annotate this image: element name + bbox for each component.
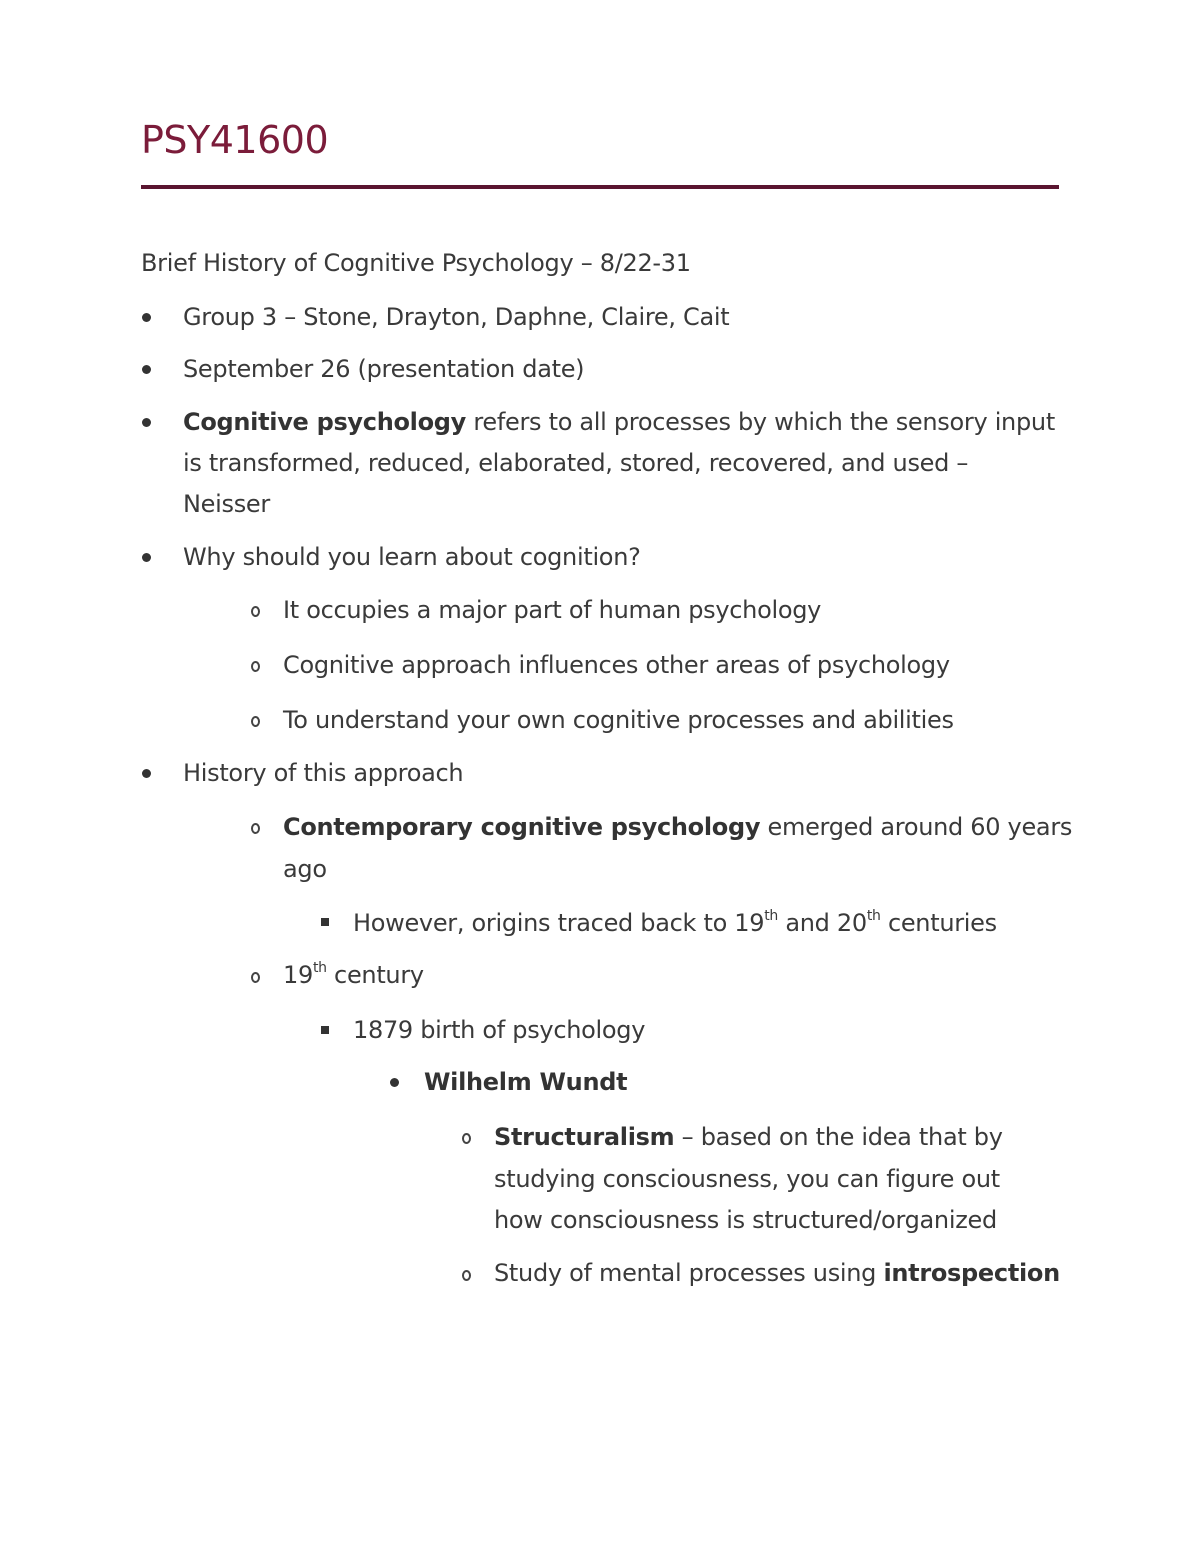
circle-bullet-icon bbox=[251, 661, 260, 672]
square-bullet-icon bbox=[321, 1026, 329, 1034]
contemporary-text: emerged around 60 years bbox=[760, 813, 1073, 841]
wundt-name: Wilhelm Wundt bbox=[424, 1068, 628, 1096]
title-divider bbox=[141, 185, 1059, 189]
bullet-icon bbox=[142, 313, 151, 322]
term-structuralism: Structuralism bbox=[494, 1123, 675, 1151]
introspection-text: Study of mental processes using bbox=[494, 1259, 884, 1287]
circle-bullet-icon bbox=[251, 716, 260, 727]
list-item-group: Group 3 – Stone, Drayton, Daphne, Claire, Cait bbox=[183, 303, 730, 331]
sub-item-why-1: It occupies a major part of human psychology bbox=[283, 596, 822, 624]
sub-item-why-3: To understand your own cognitive processes and abilities bbox=[283, 706, 954, 734]
list-item-definition bbox=[183, 402, 1055, 443]
contemporary-line-2: ago bbox=[283, 855, 327, 883]
origins-sup-1: th bbox=[764, 908, 778, 924]
sub-sub-item-origins bbox=[353, 903, 997, 944]
circle-bullet-icon bbox=[251, 606, 260, 617]
sub-item-why-2: Cognitive approach influences other areas of psychology bbox=[283, 651, 950, 679]
square-bullet-icon bbox=[321, 918, 329, 926]
list-item-why: Why should you learn about cognition? bbox=[183, 543, 641, 571]
structuralism-line-2: studying consciousness, you can figure out bbox=[494, 1165, 1000, 1193]
bullet-icon bbox=[142, 553, 151, 562]
term-contemporary: Contemporary cognitive psychology bbox=[283, 813, 761, 841]
circle-bullet-icon bbox=[462, 1133, 471, 1144]
bullet-icon bbox=[142, 365, 151, 374]
sub-item-century bbox=[283, 955, 424, 996]
structuralism-line-3: how consciousness is structured/organized bbox=[494, 1206, 997, 1234]
definition-text: refers to all processes by which the sensory input bbox=[466, 408, 1055, 436]
term-introspection: introspection bbox=[883, 1259, 1060, 1287]
section-heading: Brief History of Cognitive Psychology – 8/22-31 bbox=[141, 249, 691, 277]
item-wundt bbox=[424, 1062, 627, 1103]
term-cognitive-psychology: Cognitive psychology bbox=[183, 408, 467, 436]
circle-bullet-icon bbox=[251, 823, 260, 834]
bullet-icon bbox=[142, 418, 151, 427]
structuralism-text: – based on the idea that by bbox=[674, 1123, 1003, 1151]
list-item-history: History of this approach bbox=[183, 759, 464, 787]
century-sup: th bbox=[312, 960, 327, 976]
century-text-b: century bbox=[326, 961, 424, 989]
page-title: PSY41600 bbox=[141, 118, 329, 162]
origins-text-a: However, origins traced back to 19 bbox=[353, 909, 765, 937]
bullet-icon bbox=[390, 1078, 399, 1087]
definition-line-2: is transformed, reduced, elaborated, stored, recovered, and used – bbox=[183, 449, 969, 477]
origins-sup-2: th bbox=[866, 908, 881, 924]
sub-item-contemporary bbox=[283, 807, 1072, 848]
circle-bullet-icon bbox=[251, 972, 260, 983]
origins-text-c: centuries bbox=[880, 909, 997, 937]
item-introspection bbox=[494, 1253, 1060, 1294]
definition-line-3: Neisser bbox=[183, 490, 270, 518]
list-item-date: September 26 (presentation date) bbox=[183, 355, 585, 383]
origins-text-b: and 20 bbox=[777, 909, 867, 937]
bullet-icon bbox=[142, 769, 151, 778]
item-structuralism bbox=[494, 1117, 1003, 1158]
century-text-a: 19 bbox=[283, 961, 313, 989]
circle-bullet-icon bbox=[462, 1270, 471, 1281]
sub-sub-item-birth: 1879 birth of psychology bbox=[353, 1016, 646, 1044]
